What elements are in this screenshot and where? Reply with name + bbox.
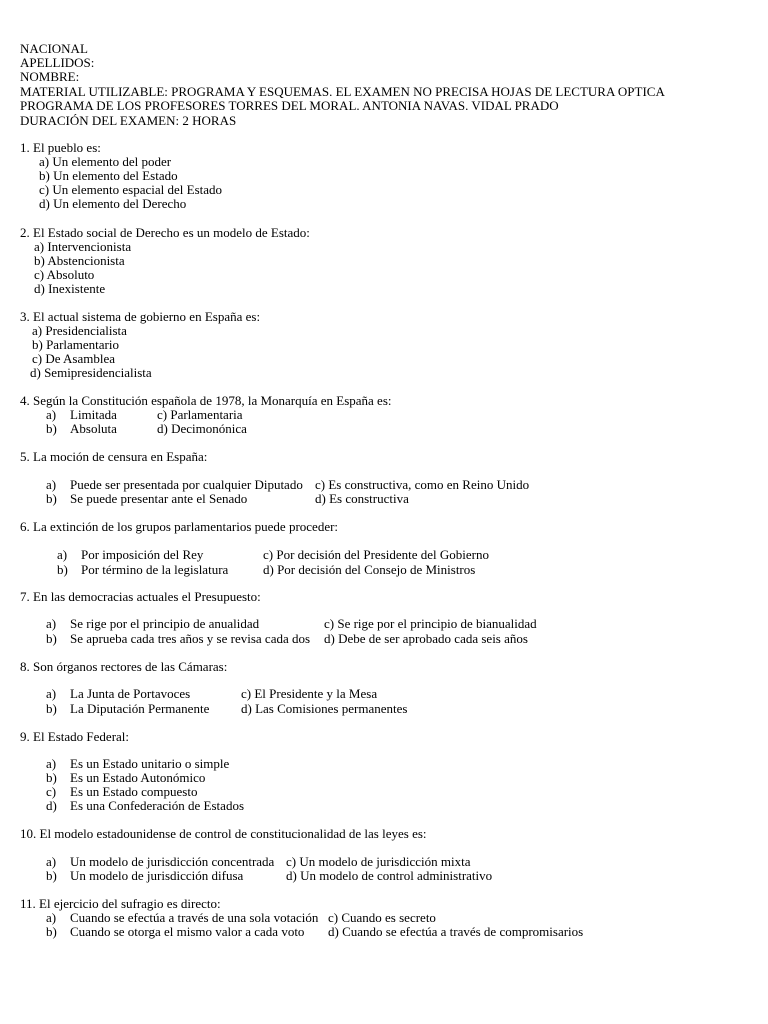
q3-option-a: a) Presidencialista	[32, 323, 127, 338]
q8-option-b-letter: b)	[46, 701, 57, 716]
q8-option-d: d) Las Comisiones permanentes	[241, 701, 408, 716]
q5-option-b-letter: b)	[46, 491, 57, 506]
q6-option-b-letter: b)	[57, 562, 68, 577]
header-line-nacional: NACIONAL	[20, 41, 88, 56]
q7-option-a: Se rige por el principio de anualidad	[70, 616, 260, 631]
q10-option-d: d) Un modelo de control administrativo	[286, 868, 493, 883]
q6-option-a: Por imposición del Rey	[81, 547, 204, 562]
question-7-text: 7. En las democracias actuales el Presupuesto:	[20, 589, 261, 604]
question-6-text: 6. La extinción de los grupos parlamentarios puede proceder:	[20, 519, 339, 534]
q11-option-b: Cuando se otorga el mismo valor a cada voto	[70, 924, 305, 939]
question-11-text: 11. El ejercicio del sufragio es directo:	[20, 896, 221, 911]
q11-option-b-letter: b)	[46, 924, 57, 939]
q1-option-c: c) Un elemento espacial del Estado	[39, 182, 223, 197]
q9-option-c: Es un Estado compuesto	[70, 784, 198, 799]
header-line-programa: PROGRAMA DE LOS PROFESORES TORRES DEL MORAL. ANTONIA NAVAS. VIDAL PRADO	[20, 98, 559, 113]
q5-option-a-letter: a)	[46, 477, 57, 492]
q2-option-b: b) Abstencionista	[34, 253, 125, 268]
q9-option-d: Es una Confederación de Estados	[70, 798, 245, 813]
q2-option-d: d) Inexistente	[34, 281, 106, 296]
q6-option-a-letter: a)	[57, 547, 68, 562]
q4-option-b: Absoluta	[70, 421, 117, 436]
question-4-text: 4. Según la Constitución española de 1978, la Monarquía en España es:	[20, 393, 392, 408]
q4-option-b-letter: b)	[46, 421, 57, 436]
q7-option-b-letter: b)	[46, 631, 57, 646]
q3-option-b: b) Parlamentario	[32, 337, 119, 352]
q9-option-b: Es un Estado Autonómico	[70, 770, 206, 785]
q5-option-b: Se puede presentar ante el Senado	[70, 491, 248, 506]
q7-option-c: c) Se rige por el principio de bianualidad	[324, 616, 537, 631]
q7-option-a-letter: a)	[46, 616, 57, 631]
q8-option-a: La Junta de Portavoces	[70, 686, 191, 701]
header-line-material: MATERIAL UTILIZABLE: PROGRAMA Y ESQUEMAS. EL EXAMEN NO PRECISA HOJAS DE LECTURA OPTICA	[20, 84, 665, 99]
q5-option-c: c) Es constructiva, como en Reino Unido	[315, 477, 530, 492]
q2-option-a: a) Intervencionista	[34, 239, 132, 254]
q5-option-d: d) Es constructiva	[315, 491, 409, 506]
q6-option-d: d) Por decisión del Consejo de Ministros	[263, 562, 476, 577]
q1-option-a: a) Un elemento del poder	[39, 154, 172, 169]
q5-option-a: Puede ser presentada por cualquier Diputado	[70, 477, 303, 492]
q7-option-b: Se aprueba cada tres años y se revisa cada dos	[70, 631, 311, 646]
q2-option-c: c) Absoluto	[34, 267, 95, 282]
question-2-text: 2. El Estado social de Derecho es un modelo de Estado:	[20, 225, 310, 240]
q4-option-a: Limitada	[70, 407, 117, 422]
question-3-text: 3. El actual sistema de gobierno en España es:	[20, 309, 261, 324]
q1-option-b: b) Un elemento del Estado	[39, 168, 178, 183]
q1-option-d: d) Un elemento del Derecho	[39, 196, 187, 211]
header-line-apellidos: APELLIDOS:	[20, 55, 95, 70]
q3-option-d: d) Semipresidencialista	[30, 365, 152, 380]
question-10-text: 10. El modelo estadounidense de control de constitucionalidad de las leyes es:	[20, 826, 427, 841]
q9-option-d-letter: d)	[46, 798, 57, 813]
q8-option-a-letter: a)	[46, 686, 57, 701]
q10-option-a: Un modelo de jurisdicción concentrada	[70, 854, 275, 869]
q11-option-a-letter: a)	[46, 910, 57, 925]
header-line-nombre: NOMBRE:	[20, 69, 80, 84]
q11-option-a: Cuando se efectúa a través de una sola votación	[70, 910, 319, 925]
q8-option-c: c) El Presidente y la Mesa	[241, 686, 378, 701]
q4-option-c: c) Parlamentaria	[157, 407, 243, 422]
q9-option-a-letter: a)	[46, 756, 57, 771]
q11-option-d: d) Cuando se efectúa a través de compromisarios	[328, 924, 584, 939]
question-1-text: 1. El pueblo es:	[20, 140, 101, 155]
q4-option-a-letter: a)	[46, 407, 57, 422]
q3-option-c: c) De Asamblea	[32, 351, 116, 366]
question-9-text: 9. El Estado Federal:	[20, 729, 130, 744]
q9-option-c-letter: c)	[46, 784, 57, 799]
question-5-text: 5. La moción de censura en España:	[20, 449, 208, 464]
q9-option-b-letter: b)	[46, 770, 57, 785]
q4-option-d: d) Decimonónica	[157, 421, 247, 436]
q6-option-b: Por término de la legislatura	[81, 562, 229, 577]
header-line-duracion: DURACIÓN DEL EXAMEN: 2 HORAS	[20, 113, 237, 128]
q6-option-c: c) Por decisión del Presidente del Gobierno	[263, 547, 489, 562]
q7-option-d: d) Debe de ser aprobado cada seis años	[324, 631, 528, 646]
q10-option-b: Un modelo de jurisdicción difusa	[70, 868, 244, 883]
q8-option-b: La Diputación Permanente	[70, 701, 210, 716]
q10-option-a-letter: a)	[46, 854, 57, 869]
q11-option-c: c) Cuando es secreto	[328, 910, 436, 925]
question-8-text: 8. Son órganos rectores de las Cámaras:	[20, 659, 228, 674]
q10-option-c: c) Un modelo de jurisdicción mixta	[286, 854, 471, 869]
q10-option-b-letter: b)	[46, 868, 57, 883]
q9-option-a: Es un Estado unitario o simple	[70, 756, 230, 771]
